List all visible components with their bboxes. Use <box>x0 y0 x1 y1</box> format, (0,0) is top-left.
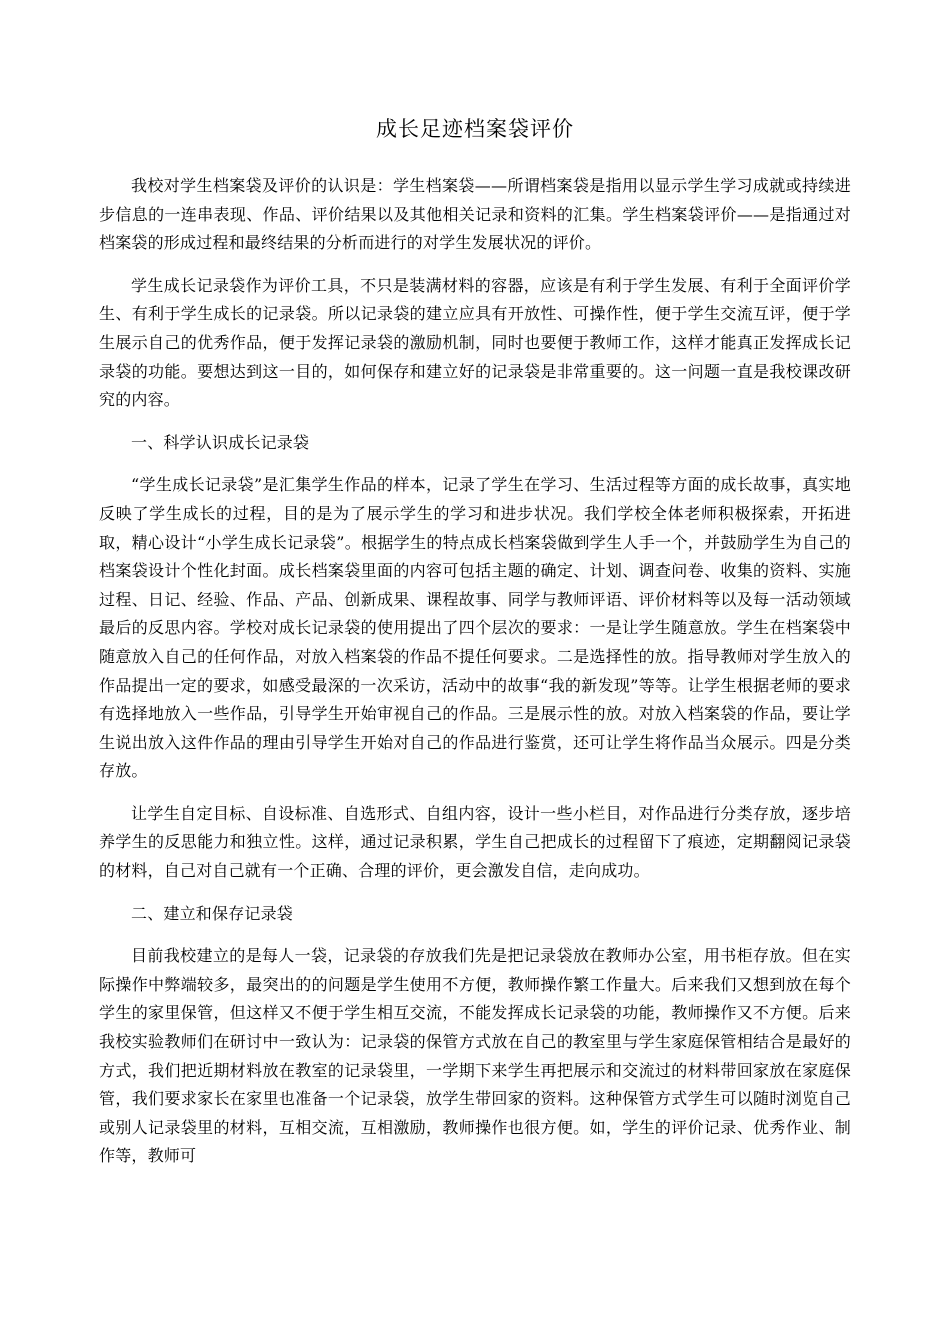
document-body <box>99 172 851 1185</box>
paragraph: 我校对学生档案袋及评价的认识是：学生档案袋——所谓档案袋是指用以显示学生学习成就或持续进步信息的一连串表现、作品、评价结果以及其他相关记录和资料的汇集。学生档案袋评价——是指通过对档案袋的形成过程和最终结果的分析而进行的对学生发展状况的评价。 <box>99 176 851 253</box>
section-heading: 一、科学认识成长记录袋 <box>131 432 310 452</box>
paragraph: 目前我校建立的是每人一袋，记录袋的存放我们先是把记录袋放在教师办公室，用书柜存放。但在实际操作中弊端较多，最突出的的问题是学生使用不方便，教师操作繁工作量大。后来我们又想到放在每个学生的家里保管，但这样又不便于学生相互交流，不能发挥成长记录袋的功能，教师操作又不方便。后来我校实验教师们在研讨中一致认为：记录袋的保管方式放在自己的教室里与学生家庭保管相结合是最好的方式，我们把近期材料放在教室的记录袋里，一学期下来学生再把展示和交流过的材料带回家放在家庭保管，我们要求家长在家里也准备一个记录袋，放学生带回家的资料。这种保管方式学生可以随时浏览自己或别人记录袋里的材料，互相交流，互相激励，教师操作也很方便。如，学生的评价记录、优秀作业、制作等，教师可 <box>99 946 851 1166</box>
document-title: 成长足迹档案袋评价 <box>376 117 574 141</box>
section-heading: 二、建立和保存记录袋 <box>131 903 294 923</box>
paragraph: 学生成长记录袋作为评价工具，不只是装满材料的容器，应该是有利于学生发展、有利于全面评价学生、有利于学生成长的记录袋。所以记录袋的建立应具有开放性、可操作性，便于学生交流互评，便于学生展示自己的优秀作品，便于发挥记录袋的激励机制，同时也要便于教师工作，这样才能真正发挥成长记录袋的功能。要想达到这一目的，如何保存和建立好的记录袋是非常重要的。这一问题一直是我校课改研究的内容。 <box>99 275 851 410</box>
paragraph: “学生成长记录袋”是汇集学生作品的样本，记录了学生在学习、生活过程等方面的成长故事，真实地反映了学生成长的过程，目的是为了展示学生的学习和进步状况。我们学校全体老师积极探索，开拓进取，精心设计“小学生成长记录袋”。根据学生的特点成长档案袋做到学生人手一个，并鼓励学生为自己的档案袋设计个性化封面。成长档案袋里面的内容可包括主题的确定、计划、调查问卷、收集的资料、实施过程、日记、经验、作品、产品、创新成果、课程故事、同学与教师评语、评价材料等以及每一活动领域最后的反思内容。学校对成长记录袋的使用提出了四个层次的要求：一是让学生随意放。学生在档案袋中随意放入自己的任何作品，对放入档案袋的作品不提任何要求。二是选择性的放。指导教师对学生放入的作品提出一定的要求，如感受最深的一次采访，活动中的故事“我的新发现”等等。让学生根据老师的要求有选择地放入一些作品，引导学生开始审视自己的作品。三是展示性的放。对放入档案袋的作品，要让学生说出放入这件作品的理由引导学生开始对自己的作品进行鉴赏，还可让学生将作品当众展示。四是分类存放。 <box>99 475 851 781</box>
paragraph: 让学生自定目标、自设标准、自选形式、自组内容，设计一些小栏目，对作品进行分类存放，逐步培养学生的反思能力和独立性。这样，通过记录积累，学生自己把成长的过程留下了痕迹，定期翻阅记录袋的材料，自己对自己就有一个正确、合理的评价，更会激发自信，走向成功。 <box>99 803 851 881</box>
